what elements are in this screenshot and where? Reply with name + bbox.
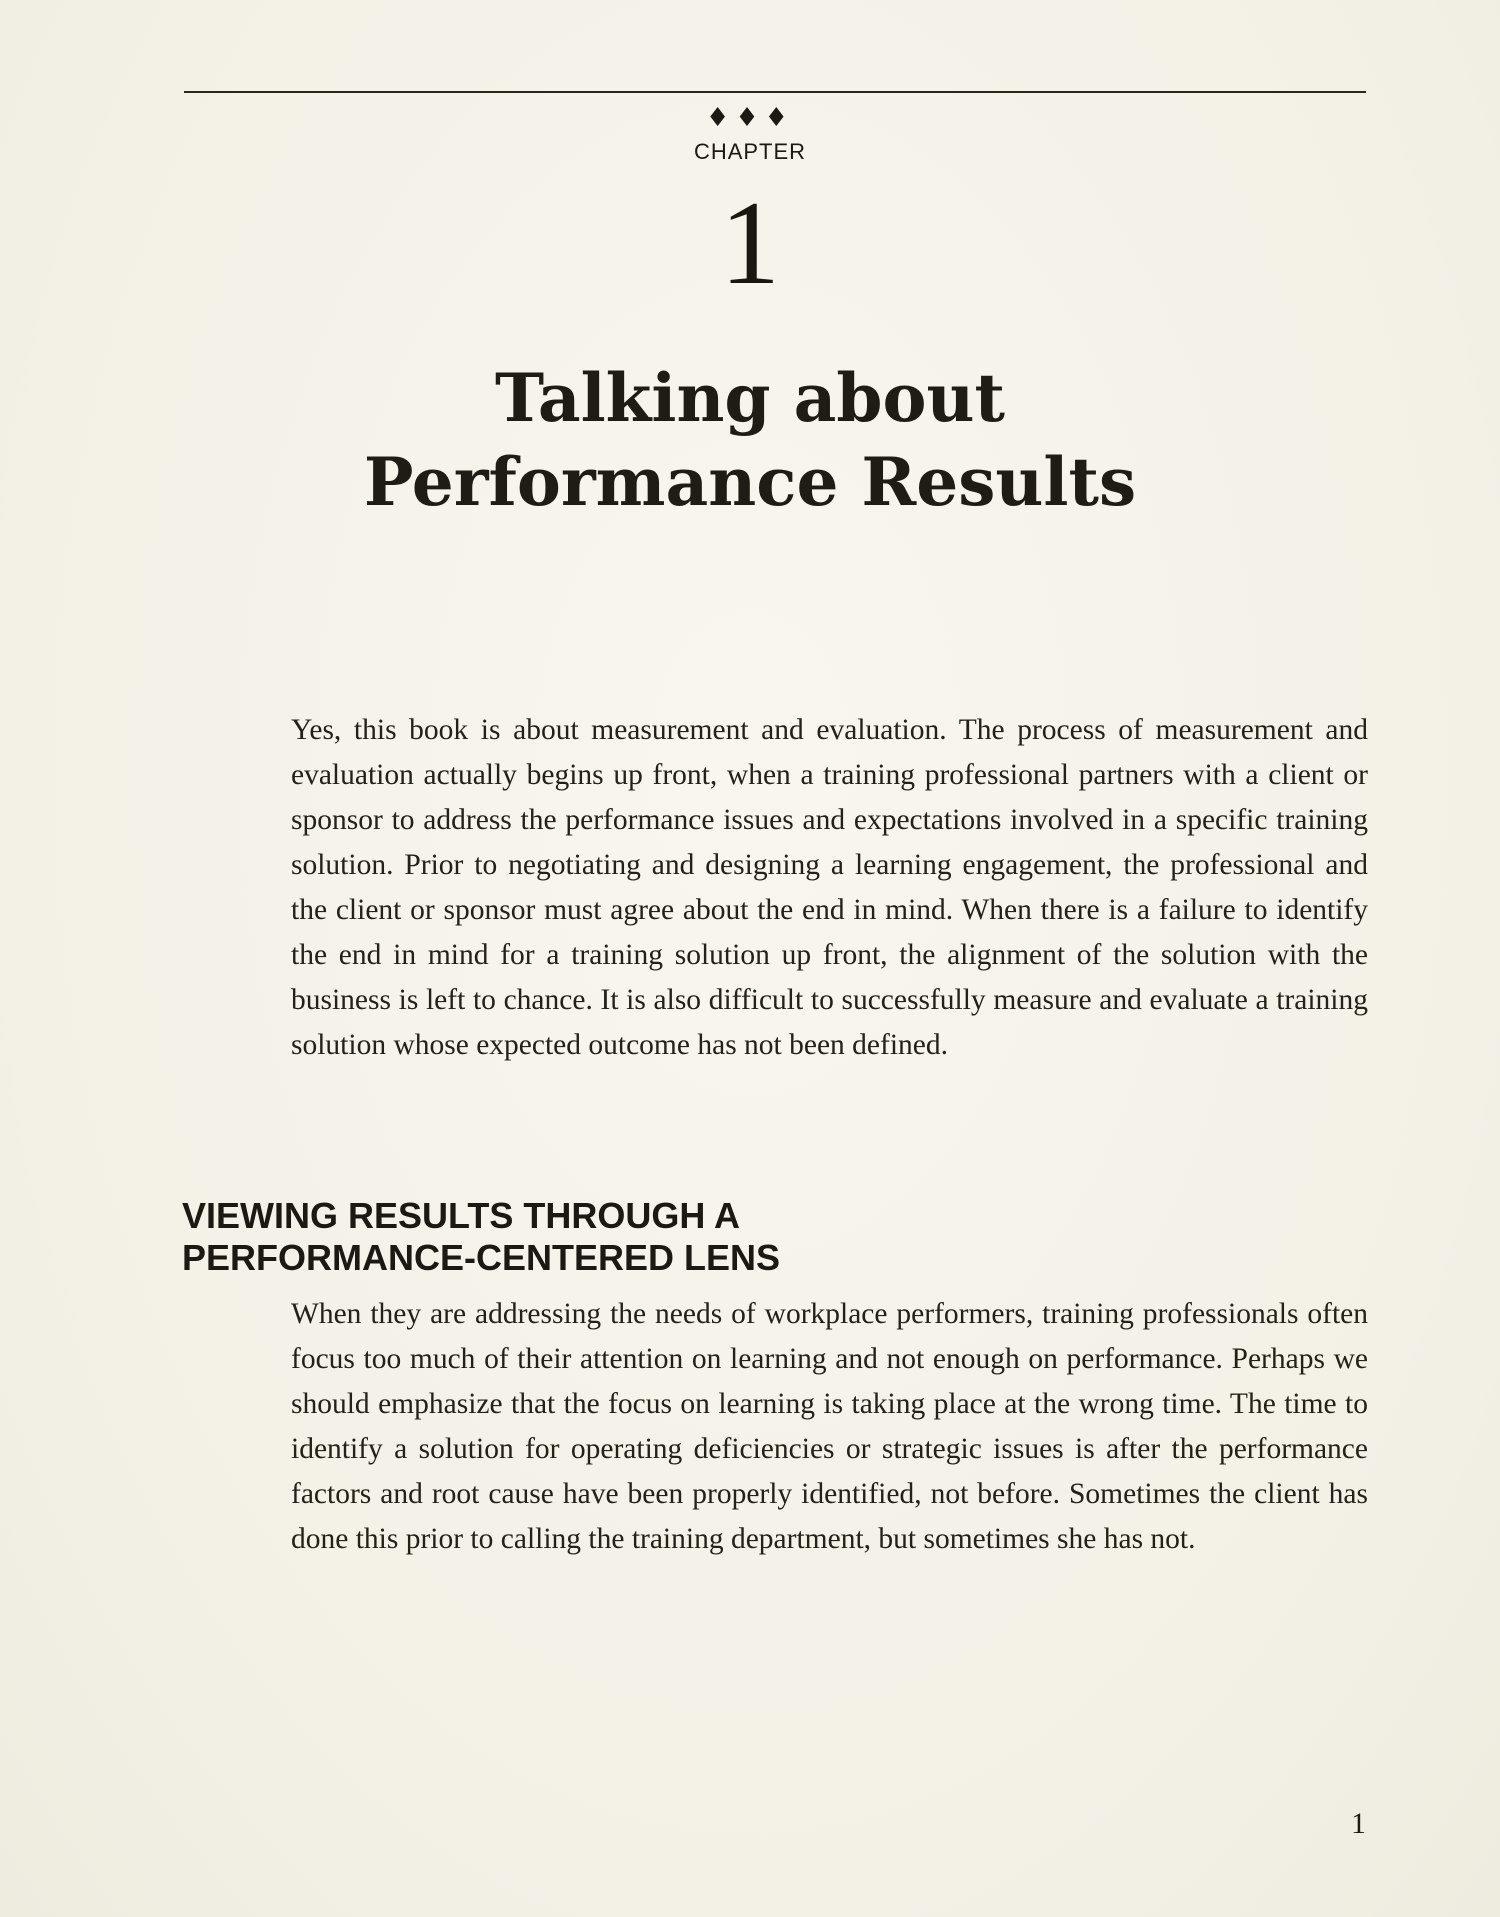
intro-paragraph: Yes, this book is about measurement and evaluation. The process of measurement and evaluation actually begins up front, when a training professional partners with a client or sponsor to address the performance issues and expectations involved in a specific training solution. Prior to negotiating and designing a learning engagement, the professional and the client or sponsor must agree about the end in mind. When there is a failure to identify the end in mind for a training solution up front, the alignment of the solution with the business is left to chance. It is also difficult to successfully measure and evaluate a training solution whose expected outcome has not been defined. [291,714,1368,1061]
section-heading-line-2: PERFORMANCE-CENTERED LENS [182,1237,781,1278]
chapter-label: CHAPTER [693,139,807,164]
section-paragraph: When they are addressing the needs of workplace performers, training professionals often focus too much of their attention on learning and not enough on performance. Perhaps we should emphasize that the focus on learning is taking place at the wrong time. The time to identify a solution for operating deficiencies or strategic issues is after the performance factors and root cause have been properly identified, not before. Sometimes the client has done this prior to calling the training department, but sometimes she has not. [291,1298,1368,1555]
section-heading-line-1: VIEWING RESULTS THROUGH A [182,1195,740,1236]
page-number: 1 [1351,1807,1366,1840]
section-heading [182,1195,1282,1279]
top-rule-divider [184,91,1366,93]
diamond-ornament-icon: ♦♦♦ [706,103,794,133]
chapter-title [0,356,1500,524]
chapter-number: 1 [720,176,780,309]
chapter-title-line-2: Performance Results [363,443,1137,521]
chapter-title-line-1: Talking about [495,359,1005,437]
